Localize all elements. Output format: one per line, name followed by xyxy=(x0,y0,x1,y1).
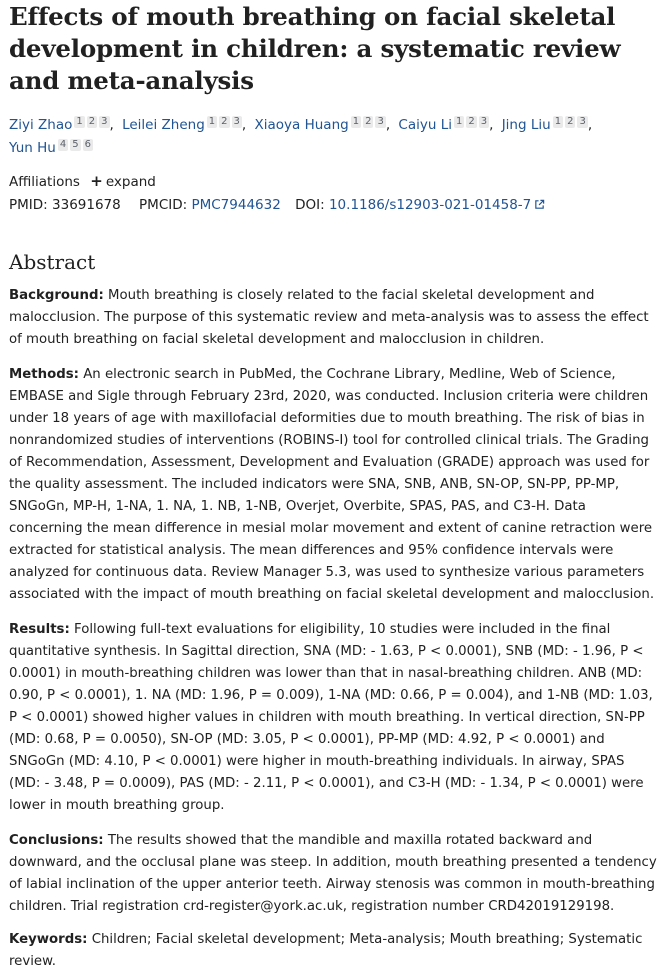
affiliation-number-badge[interactable]: 4 xyxy=(59,139,67,150)
affiliations-row xyxy=(9,170,659,193)
abstract-methods xyxy=(9,364,659,606)
abstract-background xyxy=(9,285,659,351)
affiliation-number-badge[interactable]: 3 xyxy=(579,116,586,127)
author-item xyxy=(122,117,250,133)
keywords-text: Children; Facial skeletal development; Meta-analysis; Mouth breathing; Systematic review. xyxy=(9,932,643,969)
abstract-results xyxy=(9,619,659,817)
affiliation-number-badge[interactable]: 2 xyxy=(468,116,475,127)
author-separator: , xyxy=(587,117,593,133)
author-name-link[interactable]: Jing Liu xyxy=(501,117,551,133)
author-item xyxy=(398,117,497,133)
affiliation-number-badge[interactable]: 2 xyxy=(88,116,96,127)
affiliation-number-badge[interactable]: 1 xyxy=(76,116,83,127)
pmcid-label: PMCID: xyxy=(139,197,188,213)
affiliation-number-badge[interactable]: 1 xyxy=(455,116,463,127)
author-name-link[interactable]: Yun Hu xyxy=(9,140,56,156)
author-separator: , xyxy=(385,117,391,133)
author-name-link[interactable]: Xiaoya Huang xyxy=(254,117,349,133)
doi-label: DOI: xyxy=(295,197,325,213)
abstract-heading: Abstract xyxy=(9,250,96,274)
author-separator: , xyxy=(109,117,114,133)
doi-value: 10.1186/s12903-021-01458-7 xyxy=(328,197,532,213)
author-list xyxy=(9,114,659,160)
methods-label: Methods: xyxy=(9,367,79,382)
external-link-icon xyxy=(534,199,545,210)
author-item xyxy=(9,117,118,133)
pmcid-link[interactable]: PMC7944632 xyxy=(191,197,281,213)
affiliation-number-badge[interactable]: 5 xyxy=(72,139,79,150)
plus-icon: + xyxy=(90,172,103,190)
identifiers-row xyxy=(9,193,659,217)
affiliation-number-badge[interactable]: 1 xyxy=(352,116,360,127)
conclusions-label: Conclusions: xyxy=(9,833,104,848)
affiliation-number-badge[interactable]: 3 xyxy=(101,116,108,127)
author-name-link[interactable]: Caiyu Li xyxy=(398,117,452,133)
abstract-conclusions xyxy=(9,830,659,918)
author-separator: , xyxy=(489,117,494,133)
affiliation-number-badge[interactable]: 2 xyxy=(567,116,574,127)
affiliations-label: Affiliations xyxy=(9,174,80,190)
author-item xyxy=(502,117,596,133)
author-name-link[interactable]: Ziyi Zhao xyxy=(9,117,73,133)
author-item xyxy=(9,140,93,156)
results-label: Results: xyxy=(9,622,70,637)
affiliation-number-badge[interactable]: 3 xyxy=(377,116,384,127)
doi-link[interactable] xyxy=(329,197,545,213)
author-name-link[interactable]: Leilei Zheng xyxy=(122,117,205,133)
affiliation-number-badge[interactable]: 1 xyxy=(208,116,216,127)
article-page xyxy=(9,0,659,973)
pmid-value: 33691678 xyxy=(52,197,121,213)
article-title: Effects of mouth breathing on facial skeletal development in children: a systematic review and meta-analysis xyxy=(9,2,621,95)
affiliation-number-badge[interactable]: 6 xyxy=(84,139,91,150)
keywords-row xyxy=(9,929,659,973)
results-text: Following full-text evaluations for eligibility, 10 studies were included in the final quantitative synthesis. In Sagittal direction, SNA (MD: - 1.63, P < 0.0001), SNB (MD: - 1.96, P < 0.0001) in mouth-breathing children was lower than that in nasal-breathing children. ANB (MD: 0.90, P < 0.0001), 1. NA (MD: 1.96, P = 0.009), 1-NA (MD: 0.66, P = 0.004), and 1-NB (MD: 1.03, P < 0.0001) showed higher values in children with mouth breathing. In vertical direction, SN-PP (MD: 0.68, P = 0.0050), SN-OP (MD: 3.05, P < 0.0001), PP-MP (MD: 4.92, P < 0.0001) and SNGoGn (MD: 4.10, P < 0.0001) were higher in mouth-breathing individuals. In airway, SPAS (MD: - 3.48, P = 0.0009), PAS (MD: - 2.11, P < 0.0001), and C3-H (MD: - 1.34, P < 0.0001) were lower in mouth breathing group. xyxy=(9,622,653,813)
pmid-label: PMID: xyxy=(9,197,48,213)
author-separator: , xyxy=(241,117,247,133)
affiliation-number-badge[interactable]: 2 xyxy=(365,116,372,127)
keywords-label: Keywords: xyxy=(9,932,88,947)
affiliation-number-badge[interactable]: 3 xyxy=(480,116,488,127)
background-text: Mouth breathing is closely related to the facial skeletal development and malocclusion. The purpose of this systematic review and meta-analysis was to assess the effect of mouth breathing on facial skeletal development and malocclusion in children. xyxy=(9,288,649,347)
methods-text: An electronic search in PubMed, the Cochrane Library, Medline, Web of Science, EMBASE and Sigle through February 23rd, 2020, was conducted. Inclusion criteria were children under 18 years of age with maxillofacial deformities due to mouth breathing. The risk of bias in nonrandomized studies of interventions (ROBINS-I) tool for controlled clinical trials. The Grading of Recommendation, Assessment, Development and Evaluation (GRADE) approach was used for the quality assessment. The included indicators were SNA, SNB, ANB, SN-OP, SN-PP, PP-MP, SNGoGn, MP-H, 1-NA, 1. NA, 1. NB, 1-NB, Overjet, Overbite, SPAS, PAS, and C3-H. Data concerning the mean difference in mesial molar movement and extent of canine retraction were extracted for statistical analysis. The mean differences and 95% confidence intervals were analyzed for continuous data. Review Manager 5.3, was used to synthesize various parameters associated with the impact of mouth breathing on facial skeletal development and malocclusion. xyxy=(9,367,655,602)
affiliation-number-badge[interactable]: 1 xyxy=(554,116,562,127)
affiliation-number-badge[interactable]: 2 xyxy=(221,116,228,127)
author-item xyxy=(255,117,395,133)
conclusions-text: The results showed that the mandible and maxilla rotated backward and downward, and the occlusal plane was steep. In addition, mouth breathing presented a tendency of labial inclination of the upper anterior teeth. Airway stenosis was common in mouth-breathing children. Trial registration crd-register@york.ac.uk, registration number CRD42019129198. xyxy=(9,833,657,914)
expand-label: expand xyxy=(105,174,156,190)
affiliation-number-badge[interactable]: 3 xyxy=(233,116,240,127)
background-label: Background: xyxy=(9,288,104,303)
expand-affiliations-button[interactable] xyxy=(90,174,156,190)
